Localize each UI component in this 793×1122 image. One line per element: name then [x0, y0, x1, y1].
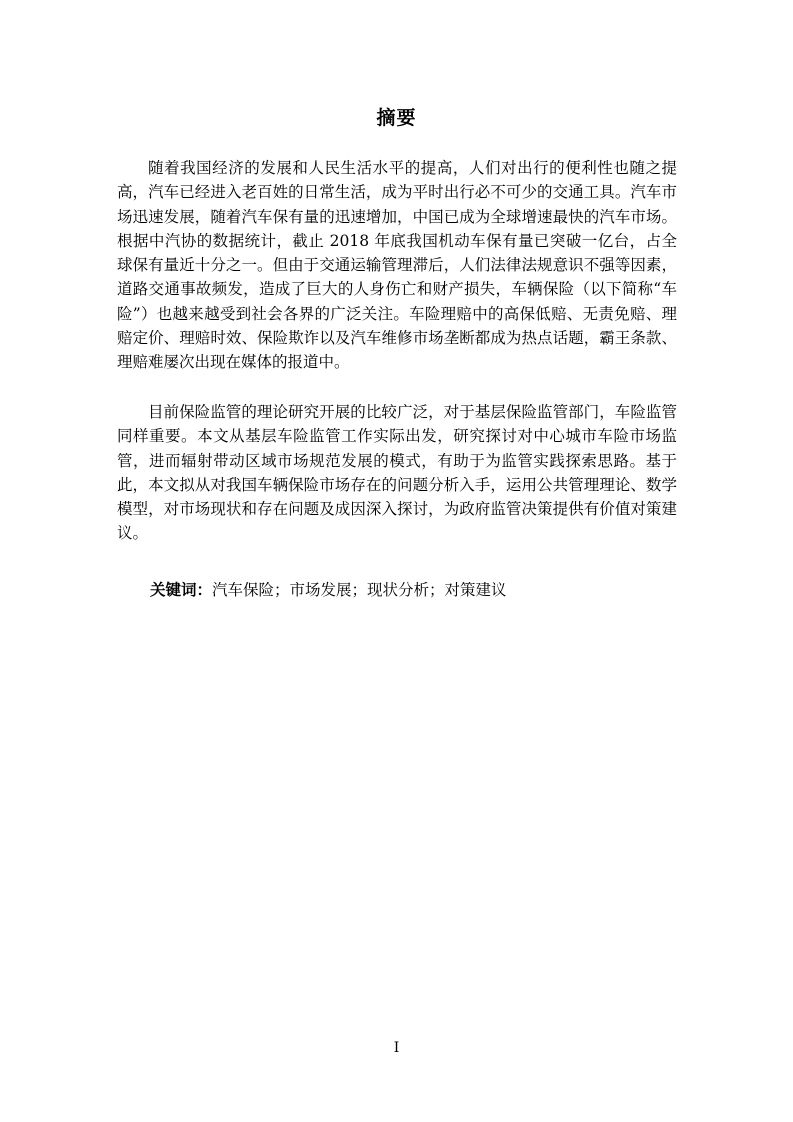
- page-number: I: [393, 1040, 400, 1056]
- keywords-text: 汽车保险；市场发展；现状分析；对策建议: [212, 581, 507, 599]
- abstract-paragraph-1: 随着我国经济的发展和人民生活水平的提高，人们对出行的便利性也随之提高，汽车已经进入老百姓的日常生活，成为平时出行必不可少的交通工具。汽车市场迅速发展，随着汽车保有量的迅速增加，中国已成为全球增速最快的汽车市场。根据中汽协的数据统计，截止 2018 年底我国机动车保有量已突破一亿台，占全球保有量近十分之一。但由于交通运输管理滞后，人们法律法规意识不强等因素，道路交通事故频发，造成了巨大的人身伤亡和财产损失，车辆保险（以下简称“车险”）也越来越受到社会各界的广泛关注。车险理赔中的高保低赔、无责免赔、理赔定价、理赔时效、保险欺诈以及汽车维修市场垄断都成为热点话题，霸王条款、理赔难屡次出现在媒体的报道中。: [117, 159, 677, 372]
- keywords-label: 关键词：: [150, 581, 213, 599]
- abstract-paragraph-2: 目前保险监管的理论研究开展的比较广泛，对于基层保险监管部门，车险监管同样重要。本文从基层车险监管工作实际出发，研究探讨对中心城市车险市场监管，进而辐射带动区域市场规范发展的模式，有助于为监管实践探索思路。基于此，本文拟从对我国车辆保险市场存在的问题分析入手，运用公共管理理论、数学模型，对市场现状和存在问题及成因深入探讨，为政府监管决策提供有价值对策建议。: [117, 403, 677, 543]
- abstract-title: 摘要: [376, 107, 417, 129]
- keywords-line: [150, 578, 710, 602]
